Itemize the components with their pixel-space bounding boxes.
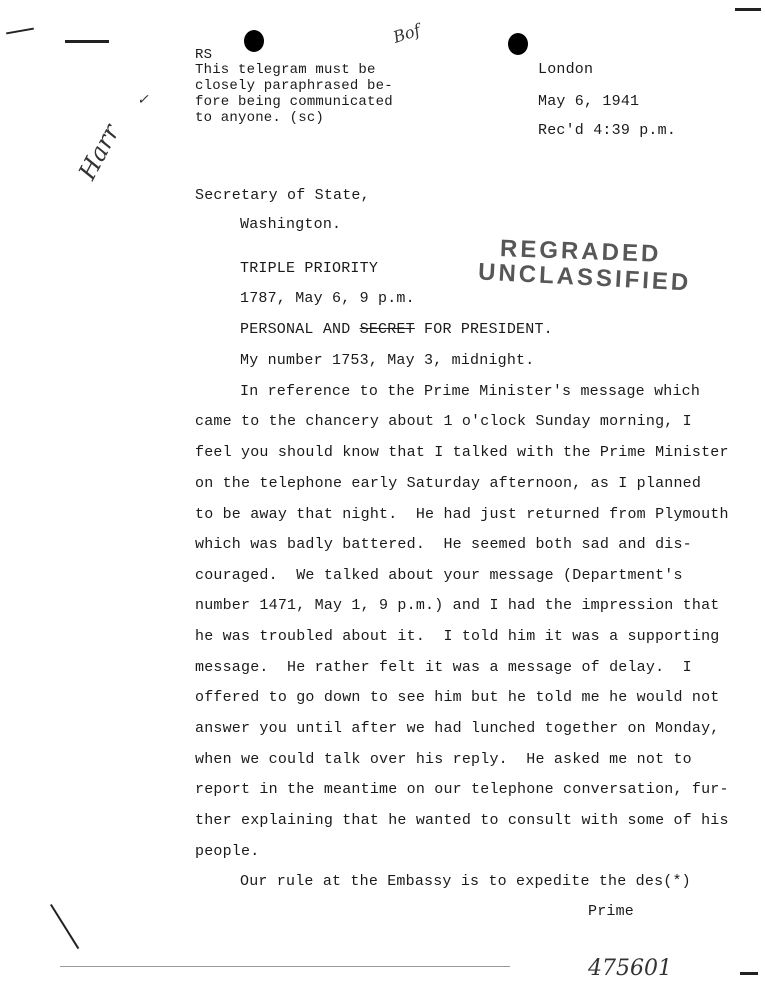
telegram-number: 1787, May 6, 9 p.m.: [240, 290, 415, 307]
body-line: on the telephone early Saturday afternoon, as I planned: [195, 475, 702, 492]
body-line: report in the meantime on our telephone conversation, fur-: [195, 781, 729, 798]
body-line: answer you until after we had lunched together on Monday,: [195, 720, 720, 737]
instruction-line-2: closely paraphrased be-: [195, 78, 393, 94]
instruction-line-3: fore being communicated: [195, 94, 393, 110]
routing-code: RS: [195, 47, 213, 63]
margin-check-mark: ✓: [137, 92, 149, 108]
date: May 6, 1941: [538, 93, 640, 110]
addressee-line-2: Washington.: [240, 216, 342, 233]
bottom-scan-line: [60, 966, 510, 967]
bottom-right-mark: [740, 972, 758, 975]
top-right-corner-mark: [735, 8, 761, 11]
margin-slash: [50, 904, 79, 949]
closing-line: Our rule at the Embassy is to expedite the des(*): [240, 873, 691, 890]
instruction-line-1: This telegram must be: [195, 62, 376, 78]
regraded-stamp-line-1: REGRADED: [499, 235, 662, 268]
body-line: to be away that night. He had just returned from Plymouth: [195, 506, 729, 523]
body-line: feel you should know that I talked with the Prime Minister: [195, 444, 729, 461]
top-left-rule: [65, 40, 109, 43]
instruction-line-4: to anyone. (sc): [195, 110, 325, 126]
received-time: Rec'd 4:39 p.m.: [538, 122, 677, 139]
handwritten-margin-note: Harr: [73, 119, 126, 185]
personal-line: PERSONAL AND SECRET FOR PRESIDENT.: [240, 321, 553, 338]
handwritten-page-id: 475601: [588, 956, 672, 981]
body-line: ther explaining that he wanted to consult with some of his: [195, 812, 729, 829]
body-line: message. He rather felt it was a message of delay. I: [195, 659, 692, 676]
catchword: Prime: [588, 903, 635, 920]
body-line: he was troubled about it. I told him it was a supporting: [195, 628, 720, 645]
priority: TRIPLE PRIORITY: [240, 260, 379, 277]
body-line: couraged. We talked about your message (Department's: [195, 567, 683, 584]
regraded-stamp-line-2: UNCLASSIFIED: [477, 258, 692, 297]
punch-hole-right: [508, 33, 528, 55]
addressee-line-1: Secretary of State,: [195, 187, 370, 204]
body-line: In reference to the Prime Minister's message which: [240, 383, 701, 400]
body-line: people.: [195, 843, 260, 860]
body-line: number 1471, May 1, 9 p.m.) and I had the impression that: [195, 597, 720, 614]
body-line: came to the chancery about 1 o'clock Sunday morning, I: [195, 413, 692, 430]
body-line: when we could talk over his reply. He asked me not to: [195, 751, 692, 768]
body-line: offered to go down to see him but he told me he would not: [195, 689, 720, 706]
punch-hole-left: [244, 30, 264, 52]
handwritten-initials: Bof: [390, 20, 423, 47]
body-line: which was badly battered. He seemed both sad and dis-: [195, 536, 692, 553]
reference-line: My number 1753, May 3, midnight.: [240, 352, 535, 369]
place: London: [538, 61, 594, 78]
top-left-tick: [6, 28, 34, 35]
